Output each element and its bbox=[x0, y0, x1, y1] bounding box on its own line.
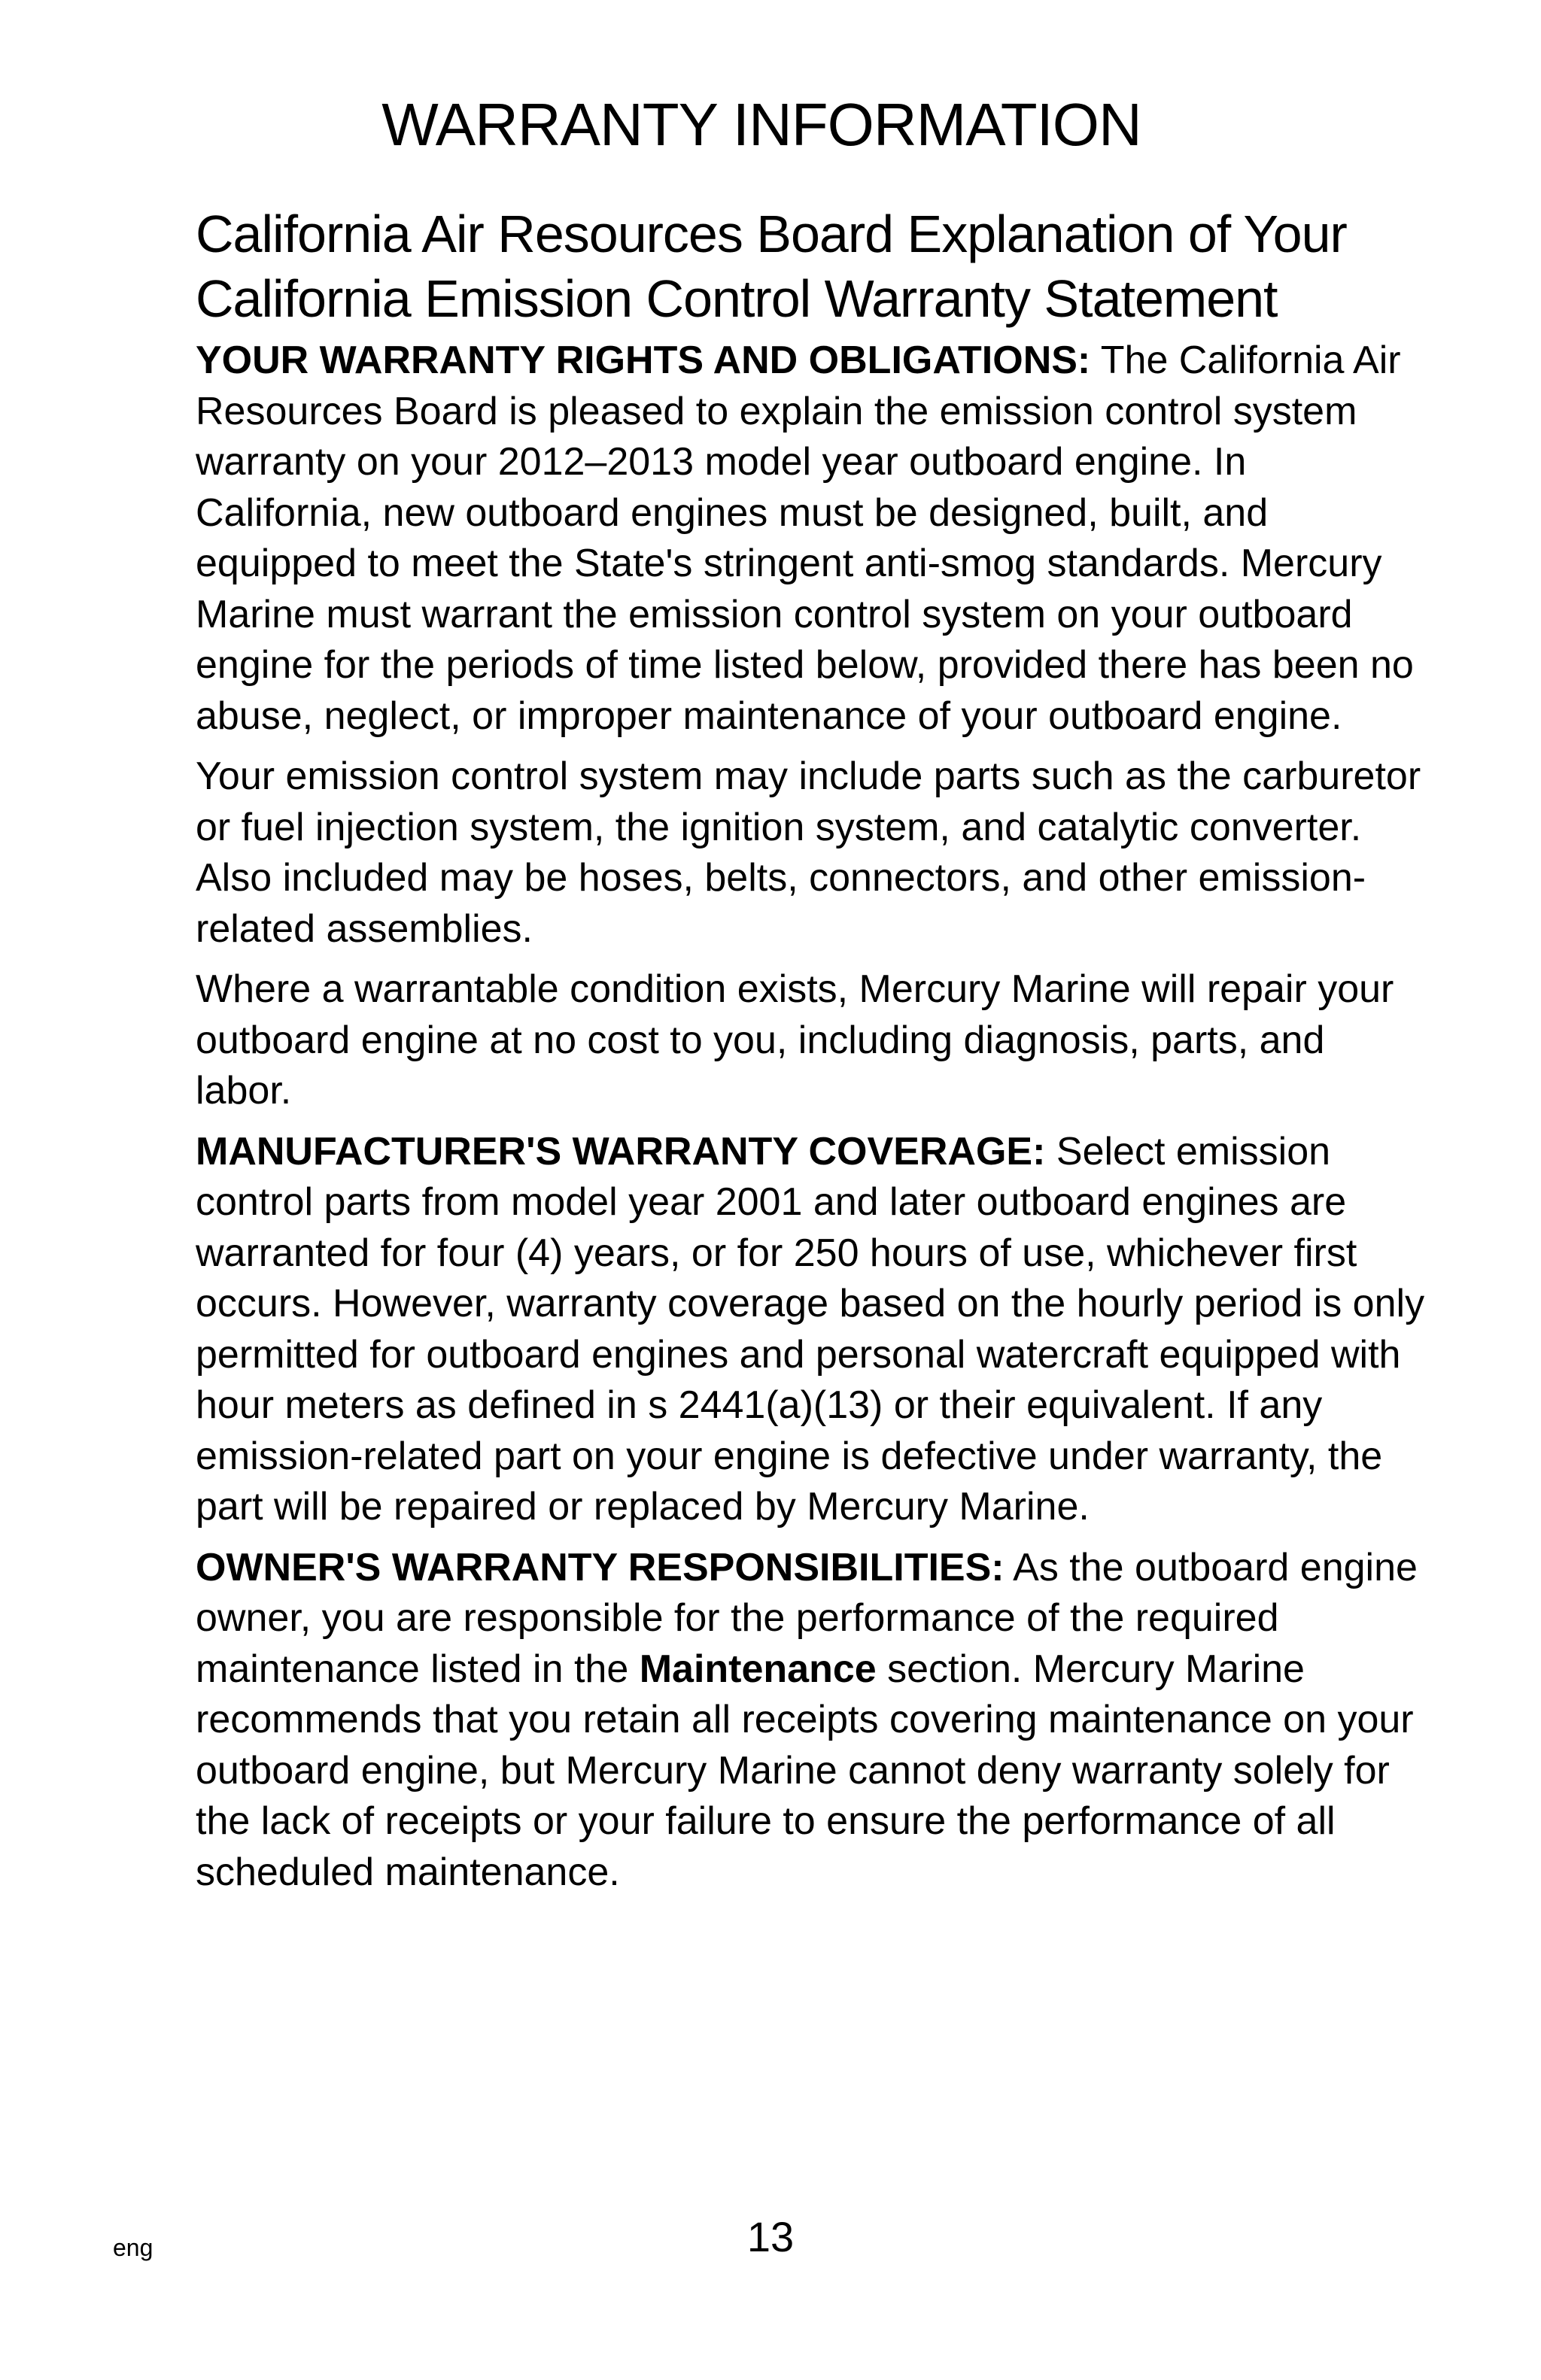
section-title: California Air Resources Board Explanation of Your California Emission Control Warranty Statement bbox=[196, 205, 1347, 328]
owner-responsibilities-heading: OWNER'S WARRANTY RESPONSIBILITIES: bbox=[196, 1545, 1005, 1589]
repair-paragraph: Where a warrantable condition exists, Mercury Marine will repair your outboard engine at no cost to you, including diagnosis, parts, and labor. bbox=[196, 967, 1394, 1113]
maintenance-section-reference: Maintenance bbox=[639, 1647, 877, 1691]
warranty-rights-heading: YOUR WARRANTY RIGHTS AND OBLIGATIONS: bbox=[196, 338, 1091, 382]
owner-responsibilities-paragraph bbox=[196, 1543, 1430, 1899]
warranty-rights-text: The California Air Resources Board is pleased to explain the emission control system warranty on your 2012–2013 model year outboard engine. In California, new outboard engines must be designed, built, and equipped to meet the State's stringent anti-smog standards. Mercury Marine must warrant the emission control system on your outboard engine for the periods of time listed below, provided there has been no abuse, neglect, or improper maintenance of your outboard engine. bbox=[196, 338, 1414, 738]
page-header-title: WARRANTY INFORMATION bbox=[381, 91, 1141, 158]
owner-responsibilities-text-after: section. Mercury Marine recommends that you retain all receipts covering maintenance on your outboard engine, but Mercury Marine cannot deny warranty solely for the lack of receipts or your failure to ensure the performance of all scheduled maintenance. bbox=[196, 1647, 1414, 1894]
main-content bbox=[196, 202, 1430, 1908]
manufacturer-coverage-paragraph bbox=[196, 1127, 1430, 1533]
manufacturer-coverage-heading: MANUFACTURER'S WARRANTY COVERAGE: bbox=[196, 1129, 1046, 1173]
owner-responsibilities-text-before: As the outboard engine owner, you are responsible for the performance of the required maintenance listed in the bbox=[196, 1545, 1418, 1691]
page-number: 13 bbox=[746, 2213, 795, 2260]
footer-language-label: eng bbox=[113, 2234, 153, 2261]
emission-parts-paragraph: Your emission control system may include parts such as the carburetor or fuel injection system, the ignition system, and catalytic converter. Also included may be hoses, belts, connectors, and other emission-related assemblies. bbox=[196, 754, 1421, 951]
manufacturer-coverage-text: Select emission control parts from model year 2001 and later outboard engines are warranted for four (4) years, or for 250 hours of use, whichever first occurs. However, warranty coverage based on the hourly period is only permitted for outboard engines and personal watercraft equipped with hour meters as defined in s 2441(a)(13) or their equivalent. If any emission-related part on your engine is defective under warranty, the part will be repaired or replaced by Mercury Marine. bbox=[196, 1129, 1425, 1528]
warranty-rights-paragraph bbox=[196, 335, 1430, 742]
